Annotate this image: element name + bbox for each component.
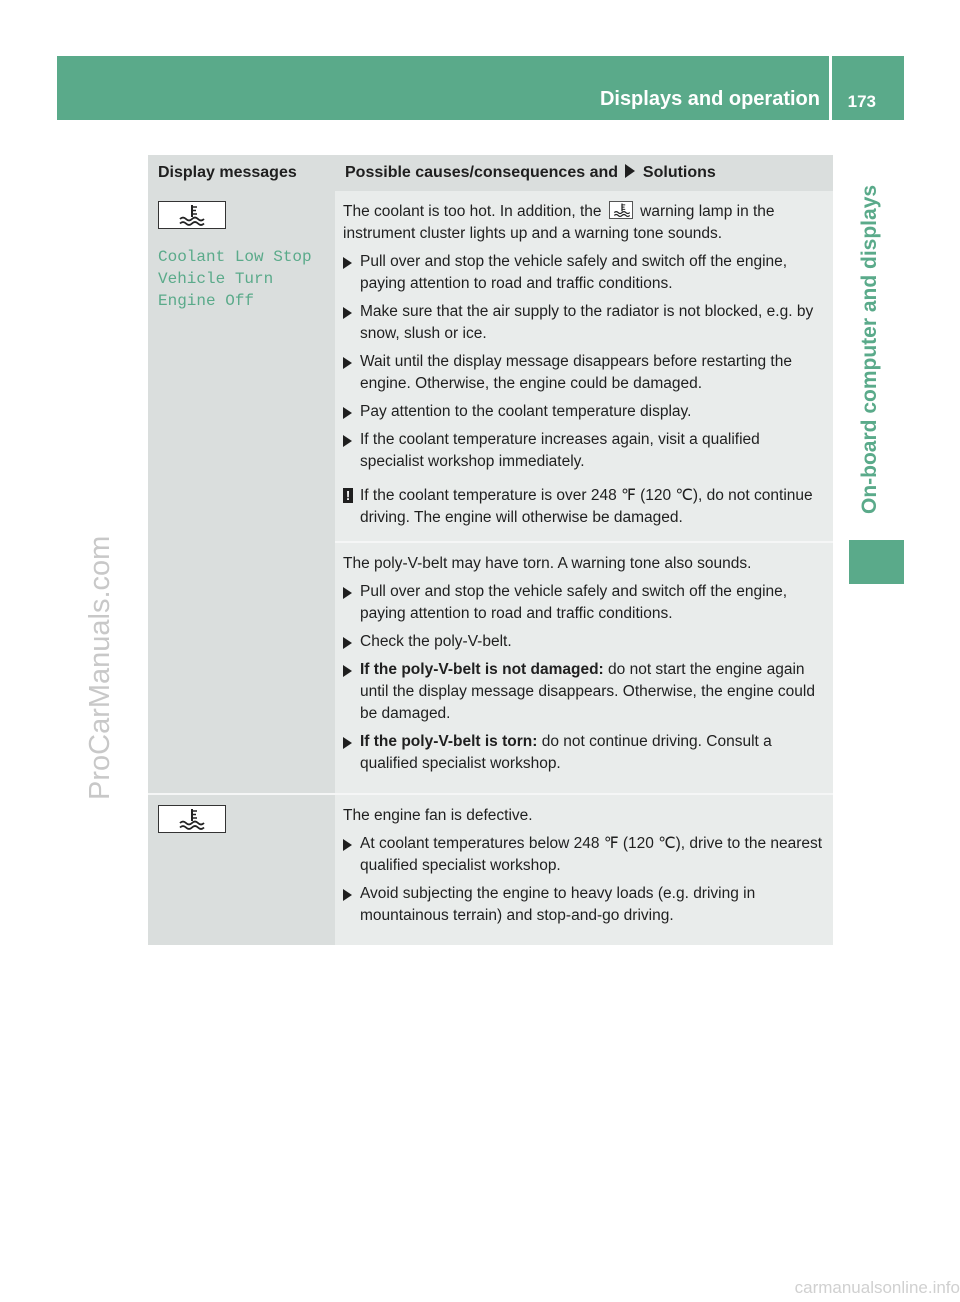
solution-cell-engine-fan xyxy=(335,794,833,945)
cause-text: The engine fan is defective. xyxy=(343,807,533,824)
cause-text-part-2: warning lamp in the instrument cluster lights up and a warning tone sounds. xyxy=(343,203,775,242)
column-header-causes: Possible causes/consequences and xyxy=(345,164,619,181)
display-message-line-1: Coolant Low Stop xyxy=(158,248,312,266)
chapter-tab-label: On-board computer and displays xyxy=(858,184,881,514)
cause-text: The poly-V-belt may have torn. A warning tone also sounds. xyxy=(343,555,752,572)
solution-step: Check the poly-V-belt. xyxy=(343,631,825,653)
chapter-tab-marker xyxy=(849,540,904,584)
solution-arrow-icon xyxy=(625,164,635,178)
solution-step: Pull over and stop the vehicle safely and switch off the engine, paying attention to road and traffic conditions. xyxy=(343,581,825,625)
warning-text: If the coolant temperature is over 248 ℉ (120 ℃), do not continue driving. The engine will otherwise be damaged. xyxy=(360,487,813,526)
column-header-display-messages: Display messages xyxy=(148,155,335,191)
solution-step: If the coolant temperature increases again, visit a qualified specialist workshop immediately. xyxy=(343,429,825,473)
solution-step xyxy=(343,731,825,775)
coolant-warning-lamp-icon xyxy=(609,201,633,219)
display-messages-table xyxy=(148,155,833,945)
watermark-bottom: carmanualsonline.info xyxy=(794,1278,960,1297)
display-message-line-2: Vehicle Turn xyxy=(158,270,274,288)
page-header xyxy=(57,56,904,120)
condition-label: If the poly-V-belt is torn: xyxy=(360,733,538,750)
coolant-temperature-icon xyxy=(158,201,226,229)
table-row xyxy=(148,794,833,945)
solution-cell-coolant-hot xyxy=(335,191,833,542)
section-title: Displays and operation xyxy=(599,88,820,110)
solution-step: Pay attention to the coolant temperature display. xyxy=(343,401,825,423)
message-cell xyxy=(148,191,335,794)
solution-cell-poly-v-belt xyxy=(335,542,833,794)
page-number: 173 xyxy=(847,92,876,111)
coolant-temperature-icon xyxy=(158,805,226,833)
table-header-row xyxy=(148,155,833,191)
solution-step xyxy=(343,659,825,725)
column-header-solutions-label: Solutions xyxy=(642,164,716,181)
cause-text-part-1: The coolant is too hot. In addition, the xyxy=(343,203,602,220)
cause-text xyxy=(343,201,825,245)
header-divider xyxy=(829,56,832,120)
condition-text: do not start the engine again until the display message disappears. Otherwise, the engine could be damaged. xyxy=(360,661,815,722)
message-cell xyxy=(148,794,335,945)
solution-step: Wait until the display message disappears before restarting the engine. Otherwise, the engine could be damaged. xyxy=(343,351,825,395)
warning-note xyxy=(343,485,825,529)
display-message-line-3: Engine Off xyxy=(158,292,255,310)
column-header-solutions xyxy=(335,155,833,191)
solution-step: At coolant temperatures below 248 ℉ (120 ℃), drive to the nearest qualified specialist workshop. xyxy=(343,833,825,877)
table-row xyxy=(148,191,833,542)
solution-step: Pull over and stop the vehicle safely and switch off the engine, paying attention to road and traffic conditions. xyxy=(343,251,825,295)
solution-step: Avoid subjecting the engine to heavy loads (e.g. driving in mountainous terrain) and stop-and-go driving. xyxy=(343,883,825,927)
solution-step: Make sure that the air supply to the radiator is not blocked, e.g. by snow, slush or ice. xyxy=(343,301,825,345)
condition-text: do not continue driving. Consult a qualified specialist workshop. xyxy=(360,733,772,772)
warning-icon: ! xyxy=(343,488,353,503)
watermark-left: ProCarManuals.com xyxy=(84,535,116,800)
condition-label: If the poly-V-belt is not damaged: xyxy=(360,661,604,678)
